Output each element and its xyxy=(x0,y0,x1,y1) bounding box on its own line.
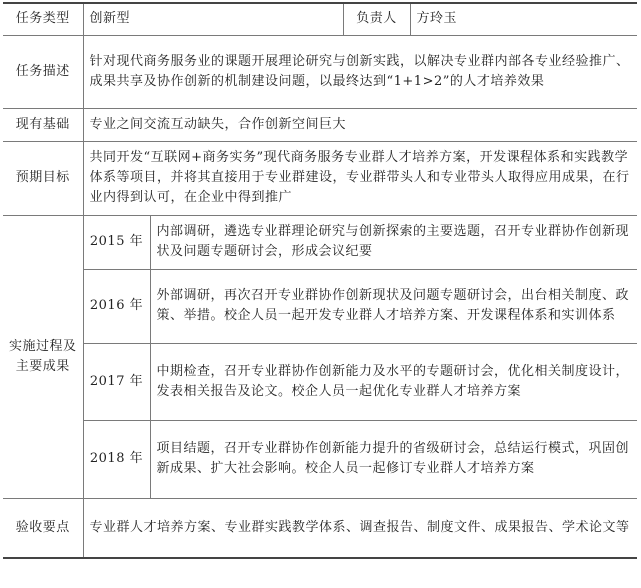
implementation-row xyxy=(3,269,637,343)
implementation-row xyxy=(3,420,637,498)
implementation-row xyxy=(3,215,637,269)
description-text: 针对现代商务服务业的课题开展理论研究与创新实践，以解决专业群内部各专业经验推广、成果共享及协作创新的机制建设问题，以最终达到“1+1>2”的人才培养效果 xyxy=(83,35,637,108)
year-cell: 2017 年 xyxy=(83,343,150,420)
implementation-row xyxy=(3,343,637,420)
year-text: 中期检查，召开专业群协作创新能力及水平的专题研讨会，优化相关制度设计，发表相关报告及论文。校企人员一起优化专业群人才培养方案 xyxy=(150,343,637,420)
acceptance-row xyxy=(3,498,637,558)
year-cell: 2018 年 xyxy=(83,420,150,498)
task-table xyxy=(3,2,637,559)
acceptance-text: 专业群人才培养方案、专业群实践教学体系、调查报告、制度文件、成果报告、学术论文等 xyxy=(83,498,637,558)
year-text: 项目结题，召开专业群协作创新能力提升的省级研讨会，总结运行模式，巩固创新成果、扩大社会影响。校企人员一起修订专业群人才培养方案 xyxy=(150,420,637,498)
owner-label: 负责人 xyxy=(343,3,410,35)
description-row xyxy=(3,35,637,108)
basis-text: 专业之间交流互动缺失，合作创新空间巨大 xyxy=(83,108,637,141)
owner-value: 方玲玉 xyxy=(410,3,637,35)
task-type-value: 创新型 xyxy=(83,3,343,35)
year-text: 内部调研，遴选专业群理论研究与创新探索的主要选题，召开专业群协作创新现状及问题专题研讨会，形成会议纪要 xyxy=(150,215,637,269)
basis-label: 现有基础 xyxy=(3,108,83,141)
goal-label: 预期目标 xyxy=(3,141,83,215)
description-label: 任务描述 xyxy=(3,35,83,108)
year-cell: 2016 年 xyxy=(83,269,150,343)
year-text: 外部调研，再次召开专业群协作创新现状及问题专题研讨会，出台相关制度、政策、举措。校企人员一起开发专业群人才培养方案、开发课程体系和实训体系 xyxy=(150,269,637,343)
task-type-row xyxy=(3,3,637,35)
basis-row xyxy=(3,108,637,141)
acceptance-label: 验收要点 xyxy=(3,498,83,558)
year-cell: 2015 年 xyxy=(83,215,150,269)
task-type-label: 任务类型 xyxy=(3,3,83,35)
goal-text: 共同开发“互联网+商务实务”现代商务服务专业群人才培养方案，开发课程体系和实践教学体系等项目，并将其直接用于专业群建设，专业群带头人和专业带头人取得应用成果，在行业内得到认可，在企业中得到推广 xyxy=(83,141,637,215)
goal-row xyxy=(3,141,637,215)
implementation-label: 实施过程及主要成果 xyxy=(3,215,83,498)
